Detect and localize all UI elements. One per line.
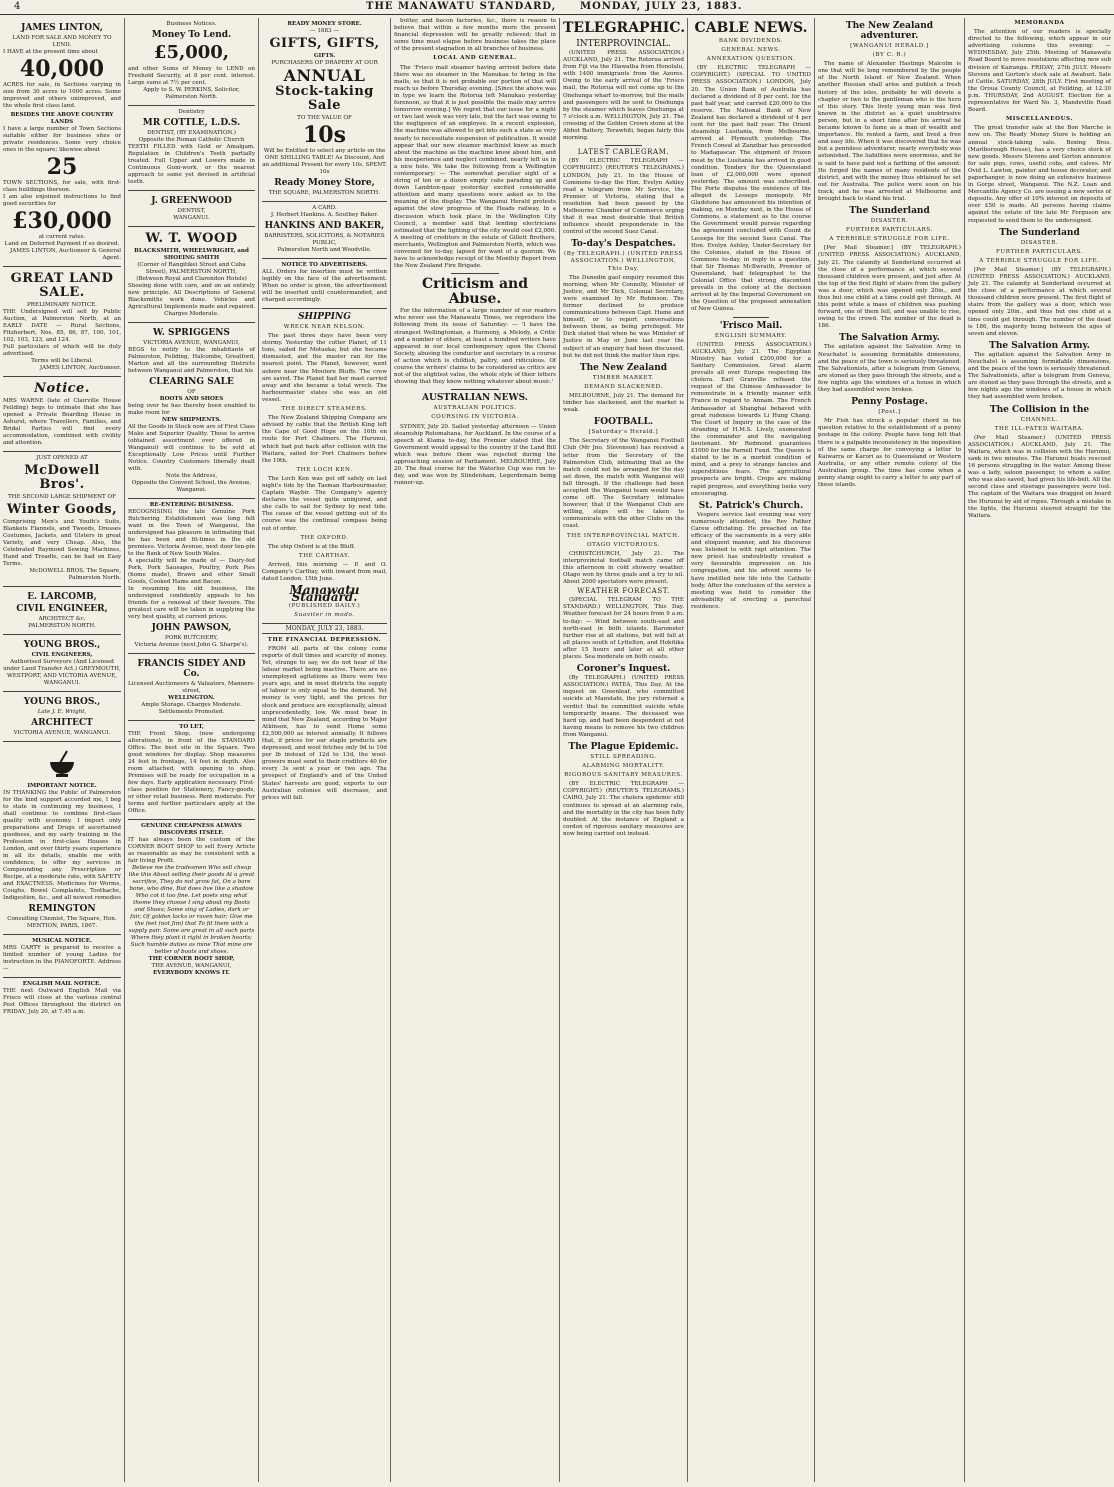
wood-charges: Charges Moderate. — [164, 311, 219, 317]
australian-sub: AUSTRALIAN POLITICS. — [433, 405, 517, 412]
patrick-heading: St. Patrick's Church. — [698, 500, 804, 511]
reentering-title: RE-ENTERING BUSINESS. — [149, 502, 234, 508]
linton-sub: LAND FOR SALE AND MONEY TO LEND. — [12, 35, 112, 48]
penny-body: Mr Fish has struck a popular chord in his question relative to the establishment of a penny postage in the colony. People have long felt that there is a palpable inconsistency in the imposition of the same charge for conveying a letter to Kaiwarra or Karori as to Queensland or Western Australia, or any other remote colony of the Australian group. The time has come when a penny stamp ought to carry a letter to any part of these islands. — [818, 418, 961, 489]
money-text: I am also enjoined instructions to find good securities for — [3, 194, 121, 207]
speciality: A speciality will be made of — Dairy-fed Pork, Pork Sausages, Poultry, Pork Pies (home made), Brawn and other Small Goods, Cooked Hams and Bacon. — [128, 558, 255, 585]
money-figure: £30,000 — [12, 208, 112, 234]
rms-title: READY MONEY STORE. — [287, 21, 362, 27]
card: A CARD. — [312, 205, 337, 211]
ready-money-store-ad — [262, 18, 387, 202]
wood-title: W. T. WOOD — [145, 231, 238, 246]
sunderland-sub2: FURTHER PARTICULARS. — [845, 227, 934, 234]
rms2-title: Ready Money Store, — [274, 178, 375, 188]
sunderland-sub: DISASTER. — [870, 218, 909, 225]
advertisers-notice — [262, 259, 387, 309]
shipping-heading: SHIPPING — [298, 312, 351, 322]
sidey-title: FRANCIS SIDEY AND Co. — [137, 659, 246, 679]
plague-heading: The Plague Epidemic. — [568, 741, 679, 752]
annual: ANNUAL — [283, 66, 366, 85]
sunderland-sub3: A TERRIBLE STRUGGLE FOR LIFE. — [829, 236, 950, 243]
larcomb-title: E. LARCOMB, — [27, 592, 97, 602]
clearing-items: BOOTS AND SHOES — [159, 396, 224, 402]
cottle-title: MR COTTLE, L.D.S. — [142, 118, 241, 128]
interprovincial-heading: INTERPROVINCIAL. — [576, 39, 671, 49]
column-6 — [688, 18, 815, 1482]
sunderland-sub: DISASTER. — [1020, 239, 1059, 246]
weather-heading: WEATHER FORECAST. — [577, 587, 670, 596]
interprovincial-body: (UNITED PRESS ASSOCIATION.) AUCKLAND, July 21. The Rotorua arrived from Fiji via the Hiawatha from Honolulu, with 1400 immigrants from the Azores. Owing to the early arrival of the 'Frisco mail, the Rotorua will not come up to the Onehunga wharf to-morrow, but the mails and passengers will be sent to Onehunga by the steamer which leaves Onehunga at 7 o'clock a.m. WELLINGTON, July 21. The crossing of the Golden Crown stone at the Abbot Battery, Terawhiti, began fairly this morning. — [563, 50, 684, 142]
cottle-ad — [128, 106, 255, 191]
carthay-body: Arrived, this morning — P. and O. Company's Carthay, with inward from mail, dated London, 15th June. — [262, 561, 387, 583]
misc-heading: MISCELLANEOUS. — [1005, 116, 1074, 123]
mcd-body: Comprising Men's and Youth's Suits, Blankets Flannels, and Tweeds, Dresses Costumes, Jackets, and Ulsters in great Variety, and very Cheap. Also, the Celebrated Raymond Sewing Machines, Hand and Treadle, can be had on Easy Terms. — [3, 519, 121, 567]
column-4 — [391, 18, 560, 1482]
mail-notice-ad — [3, 978, 121, 1020]
adventurer-body: The name of Alexander Hastings Malcolm is one that will be long remembered by the people of the North Island of New Zealand. When another Russian shall arise and publish a fresh history of the isles, probably he will devote a chapter or two to the gentleman who is the hero of this story. This lively young man was first known in the district as a quiet unobtrusive person, but in a short time after his arrival he became known to fame as a man of wealth and importance. He rented a farm, and lived a free and easy life. When it was discovered that he was but a penniless adventurer, nearly everybody was astonished. The liabilities were enormous, and he is said to have paid not a farthing of the amount. He forged the names of many residents of the district, and with the money thus obtained he set out for Australia. The police were soon on his track, and he was arrested at Melbourne and brought back to stand his trial. — [818, 61, 961, 202]
column-1 — [0, 18, 125, 1482]
young1-title: YOUNG BROS., — [23, 640, 101, 650]
financial-continued: butter, and bacon factories, &c., there is reason to believe that within a few months more the present financial depression will be greatly relieved; that in some time must elapse before business takes the place of the present stagnation in all branches of business. — [394, 18, 556, 53]
acres-figure: 40,000 — [19, 56, 105, 82]
plague-sub3: RIGOROUS SANITARY MEASURES. — [564, 772, 683, 779]
sidey-sub: Licensed Auctioneers & Valuators, Manners-street, — [128, 681, 255, 694]
despatches-sub: (By TELEGRAPH.) (UNITED PRESS ASSOCIATION.) WELLINGTON, This Day. — [563, 251, 684, 272]
general-heading: GENERAL NEWS. — [721, 47, 781, 54]
dentist-pre: Dentistry — [178, 109, 205, 115]
card-names: J. Herbert Hankins. A. Southey Baker. — [270, 212, 379, 218]
country-lands: BESIDES THE ABOVE COUNTRY LANDS — [10, 112, 114, 125]
mcd-big: Winter Goods, — [6, 502, 118, 517]
money-apply: Apply to S. W. PERKINS, Solicitor, Palmerston North. — [143, 87, 240, 100]
adv-title: NOTICE TO ADVERTISERS. — [281, 262, 368, 268]
otago-body: CHRISTCHURCH, July 21. The interprovincial football match came off this afternoon in cold showery weather. Otago won by three goals and a try to nil. About 2000 spectators were present. — [563, 550, 684, 586]
local-heading: LOCAL AND GENERAL. — [433, 55, 517, 62]
wreck-heading: WRECK NEAR NELSON. — [283, 324, 366, 330]
adv-body: ALL Orders for insertion must be written legibly on the face of the advertisement. When no order is given, the advertisement will be inserted until countermanded, and charged accordingly. — [262, 269, 387, 303]
australian-body: SYDNEY, July 20. Sailed yesterday afternoon — Union steamship Rotomahana, for Auckland. In the course of a speech at Kiama to-day, the Premier stated that the Government would appeal to the country if the Land Bill which was before them was rejected during the approaching session of Parliament. MELBOURNE, July 20. The final course for the Waterloo Cup was run to-day, and was won by Slindenham, Legerdemain being runner-up. — [394, 423, 556, 487]
australian-sub2: COURSING IN VICTORIA. — [431, 414, 519, 421]
genuine-body: IT has always been the custom of the CORNER BOOT SHOP to sell Every Article as reasonable as may be consistent with a fair living Profit. — [128, 837, 255, 864]
important-body: IN THANKING the Public of Palmerston for the kind support accorded me, I beg to state in continuing my business, I shall continue to combine first-class quality with economy. I import only preparations and Drugs of ascertained goodness, and my early training in the Profession in first-class Houses in London, and over thirty years experience in all its details, enable me with confidence, to offer my services in Compounding any Prescription or Recipe, at a moderate rate, with SAFETY and EXACTNESS. Medicines for Worms, Coughs, Bowel Complaints, Toothache, Indigestion, &c., and all newest remedies — [3, 790, 121, 901]
australian-heading: AUSTRALIAN NEWS. — [422, 393, 528, 404]
sunderland-sub2: FURTHER PARTICULARS. — [995, 248, 1084, 255]
chemist-ad — [3, 742, 121, 935]
gls-title: GREAT LAND SALE. — [10, 271, 114, 300]
wood-sub: BLACKSMITH, WHEELWRIGHT, and SHOEING SMITH — [134, 248, 249, 261]
coroner-body: (By TELEGRAPH.) (UNITED PRESS ASSOCIATION.) PATEA, This Day. At the inquest on Greenleaf, who committed suicide at Manutahi, the jury returned a verdict that he committed suicide while temporarily insane. The deceased was hard up, and had been despondent at not having means to remove his two children from Wanganui. — [563, 675, 684, 738]
value-10s: 10s — [302, 122, 346, 148]
perkins-money-ad — [128, 18, 255, 106]
sidey-ad — [128, 654, 255, 721]
greenwood-sub: DENTIST, — [177, 208, 206, 214]
football-body: The Secretary of the Wanganui Football Club (Mr Jno. Stevenson) has received a letter from the Secretary of the Palmerston Club, intimating that as the match could not be arranged for the day set down, the match with Wanganui will fall through. If the challenge had been accepted the Wanganui team would have come off. The Secretary intimates however, that if the Wanganui Club are willing, steps will be taken to communicate with the other Clubs on the coast. — [563, 438, 684, 530]
criticism-heading: Criticism and Abuse. — [421, 276, 529, 308]
mcd-sub: THE SECOND LARGE SHIPMENT OF — [7, 494, 117, 500]
weather-body: (SPECIAL TELEGRAM TO THE STANDARD.) WELLINGTON, This Day. Weather forecast for 24 hours from 9 a.m. to-day: — Wind between south-east and north-east in both islands. Barometer further rise at all stations, but will fall at all places south of Lyttelton, and Hokitika after 15 hours and later at all other places. Sea moderate on both coasts. — [563, 597, 684, 661]
plague-sub: STILL SPREADING. — [590, 753, 657, 760]
country-body: I have a large number of Town Sections suitable either for business sites or private residences. Some very choice ones in the square; likewise about — [3, 126, 121, 153]
paper-nameplate: Manawatu Standard. — [289, 583, 360, 605]
penny-sub: [Post.] — [878, 409, 901, 416]
money-rate: at current rates. — [38, 234, 86, 240]
rms2-sub: THE SQUARE, PALMERSTON NORTH. — [268, 190, 381, 196]
divider — [451, 389, 500, 390]
town-figure: 25 — [46, 154, 78, 180]
musical-ad — [3, 935, 121, 978]
genuine-title: GENUINE CHEAPNESS ALWAYS DISCOVERS ITSELF. — [141, 823, 242, 836]
mcd-sign: McDOWELL BROS, The Square, Palmerston North. — [29, 568, 121, 581]
clearing-title: CLEARING SALE — [149, 377, 234, 387]
pawson-sub: PORK BUTCHERY, — [164, 635, 219, 641]
resume: In resuming his old business, the undersigned confidently appeals to his friends for a renewal of their favours. The greatest care will be taken in supplying the very best quality, at current prices. — [128, 586, 255, 620]
remington-sub: Consulting Chemist, The Square, Hon. MENTION, PARIS, 1867. — [7, 916, 117, 929]
pawson-addr: Victoria Avenue (next John G. Sharpe's). — [134, 642, 249, 648]
musical-title: MUSICAL NOTICE. — [32, 938, 92, 944]
linton-sign: JAMES LINTON, Auctioneer & General Agent. — [9, 248, 121, 261]
football-sub: [Saturday's Herald.] — [588, 429, 659, 436]
masthead — [0, 0, 1114, 15]
carthay-heading: THE CARTHAY. — [298, 552, 351, 559]
lochken-heading: THE LOCH KEN. — [296, 466, 353, 473]
football-heading: FOOTBALL. — [593, 417, 654, 428]
hb-sub: BARRISTERS, SOLICITORS, & NOTARIES PUBLIC, — [264, 233, 385, 246]
stock-taking: Stock-taking Sale — [275, 84, 374, 113]
clearing-sub: OF — [187, 389, 196, 395]
collision-sub: CHANNEL. — [1020, 416, 1059, 423]
young2-title: YOUNG BROS., — [23, 697, 101, 707]
adventurer-sub: [WANGANUI HERALD.] — [850, 43, 929, 49]
hb-loc: Palmerston North and Woodville. — [277, 247, 372, 253]
direct-steamers-heading: THE DIRECT STEAMERS. — [281, 406, 368, 413]
divider — [733, 317, 769, 318]
divider — [451, 273, 500, 274]
young-bros-engineers-ad — [3, 635, 121, 692]
column-7 — [815, 18, 965, 1482]
sunderland-body: [Per Mail Steamer.] (BY TELEGRAPH.) (UNITED PRESS ASSOCIATION.) AUCKLAND, July 21. The calamity at Sunderland occurred at the close of a performance at which several thousand children were present. The first flight of stairs from the gallery was a door, which was opened only 20in., and thus but one child at a time could get through. The number of the dead is 186, the majority being between the ages of seven and eleven. — [968, 266, 1111, 337]
corner-title: THE CORNER BOOT SHOP, — [148, 956, 235, 962]
young1-sub: CIVIL ENGINEERS, — [31, 652, 93, 658]
plague-body: (BY ELECTRIC TELEGRAPH — COPYRIGHT.) (REUTER'S TELEGRAMS.) CAIRO, July 21. The cholera epidemic still continues to spread at an alarming rate, and the mortality in the city has been fully doubled. At the instance of England a cordon of rigorous sanitary measures are now being carried out instead. — [563, 781, 684, 837]
gls-sub: PRELIMINARY NOTICE. — [27, 302, 97, 308]
shipments-body: All the Goods in Stock now are of First Class Make and Superior Quality. Those to arrive (obtained assortment over offered in Wanganui) will continue to be sold at Exceptionally Low Prices until Further Notice. Country Customers liberally dealt with. — [128, 424, 255, 472]
sunderland-heading: The Sunderland — [999, 227, 1080, 238]
memoranda-heading: MEMORANDA — [1014, 20, 1065, 26]
paper-issue-date: MONDAY, JULY 23, 1883. — [262, 623, 387, 634]
important-title: IMPORTANT NOTICE. — [27, 783, 97, 789]
acres-text: ACRES for sale, in Sections varying in size from 30 acres to 1000 acres. Some improved and others unimproved, and the whole first class land. — [3, 82, 121, 109]
young-bros-architect-ad — [3, 692, 121, 742]
memoranda-body: The attention of our readers is specially directed to the following, which appear in our advertising columns this evening: — WEDNESDAY, July 25th. Meeting of Manawatu Road Board to move resolutions affecting new sub division of Kairanga. FRIDAY, 27th JULY. Messrs Stevens and Gorton's stock sale at Awahuri. Sale of Cattle. SATURDAY, 28th JULY. First meeting of the Oroua County Council, at Feilding, at 12.30 p.m. THURSDAY, 2nd AUGUST. Election for a representative for Ward No. 3, Mandeville Road Board. — [968, 29, 1111, 114]
otago-heading: OTAGO VICTORIOUS. — [586, 541, 661, 548]
young2-loc: VICTORIA AVENUE, WANGANUI. — [13, 730, 111, 736]
gifts-line-2: GIFTS. — [313, 53, 336, 59]
tolet-title: TO LET, — [179, 724, 204, 730]
salvation-body: The agitation against the Salvation Army in Neuchatel is assuming formidable dimensions, and the peace of the town is seriously threatened. The Salvationists, after a telegram from Geneva, are stoned as they pass through the streets, and a few nights ago the windows of a house in which they had assembled were broken. — [818, 344, 961, 394]
entitled: Will be Entitled to select any article on the ONE SHILLING TABLE! As Discount, And an additional Present for every 10s. SPENT. 10s — [262, 148, 387, 175]
purchasers: PURCHASERS OF DRAPERY AT OUR — [271, 60, 378, 66]
timber-heading: The New Zealand — [579, 362, 668, 373]
oxford-body: The ship Oxford is at the Bluff. — [268, 543, 356, 550]
corner-slogan: EVERYBODY KNOWS IT. — [153, 970, 230, 976]
gls-particulars: Full particulars of which will be duly advertised. — [3, 344, 121, 357]
gls-terms: Terms will be Liberal. — [31, 358, 93, 364]
young2-sub: Late J. E. Wright, — [37, 709, 87, 715]
mcdowell-ad — [3, 452, 121, 587]
patrick-body: Vespers service last evening was very numerously attended, the Rev Father Carew officiating. He preached on the efficacy of the sacraments in a very able and eloquent manner, and his discourse was listened to with rapt attention. The new priest has undoubtedly created a very favourable impression on his congregation, and his advent seems to have instilled new life into the Catholic body. After the conclusion of the service a meeting was held to consider the advisability of erecting a parochial residence. — [691, 511, 811, 610]
cottle-body: TEETH FILLED with Gold or Amalgam. Regulation in Children's Teeth partially treated. Full Upper and Lowers made in Continuous Gum-work, or the nearest approach to same yet devised in artificial teeth. — [128, 144, 255, 185]
financial-heading: THE FINANCIAL DEPRESSION. — [267, 636, 382, 643]
paper-published: (PUBLISHED DAILY.) — [288, 603, 361, 610]
inter-match-heading: THE INTERPROVINCIAL MATCH. — [567, 532, 680, 539]
notice-body: MRS WARNE (late of Clairville House Feilding) begs to intimate that she has opened a Private Boarding House in Ashurst, where Travellers, Families, and Bridal Parties will find every accommodation, combined with civility and attention. — [3, 398, 121, 446]
mail-body: THE next Outward English Mail via Frisco will close at the various central Post Offices throughout the district on FRIDAY, July 20, at 7.45 a.m. — [3, 988, 121, 1015]
paper-date: MONDAY, JULY 23, 1883. — [580, 1, 743, 12]
column-3 — [259, 18, 391, 1482]
money-body: and other Sums of Money to LEND on Freehold Security, at 8 per cent. interest. Large sums at 7½ per cent. — [128, 66, 255, 86]
pawson-ad — [128, 499, 255, 654]
misc-body: The great transfer sale at the Bon Marche is now on. The Ready Money Store is holding an annual stock-taking sale. Boxing Bros. (Marlborough House), has a very choice stock of new goods. Messrs Stevens and Gorton announce for sale pigs, cows, useful cobs, and calves. Mr Ovid L. Lawton, painter and house decorator, and paperhanger, is now doing an extensive business in Gorge street, Wanganui. The N.Z. Loan and Mercantile Agency Co. are issuing a new series of deposits. Any offer of 10% interest on deposits of over £50 is made. All persons having claims against the estate of the late Mr Ferguson are requested to send them to the undersigned. — [968, 125, 1111, 224]
money-title: Money To Lend. — [151, 30, 232, 40]
corner-boot-ad — [128, 820, 255, 981]
clearing-body: being over he has thereby been enabled to make room for — [128, 403, 255, 416]
larcomb-sub: CIVIL ENGINEER, — [16, 604, 108, 614]
timber-sub2: DEMAND SLACKENED. — [584, 383, 663, 390]
greenwood-ad — [128, 191, 255, 227]
sidey-storage: Ample Storage. Charges Moderate. — [141, 702, 242, 708]
cottle-sub: DENTIST, (BY EXAMINATION.) — [147, 130, 236, 136]
larcomb-loc: PALMERSTON NORTH. — [28, 623, 96, 629]
timber-body: MELBOURNE, July 21. The demand for timber has slackened, and the market is weak. — [563, 392, 684, 414]
salvation-body: The agitation against the Salvation Army in Neuchatel is assuming formidable dimensions, and the peace of the town is seriously threatened. The Salvationists, after a telegram from Geneva, are stoned as they pass through the streets, and a few nights ago the windows of a house in which they had assembled were broken. — [968, 351, 1111, 401]
reentering-body: RECOGNISING the late Genuine Pork Butchering Establishment was long felt want in the Town of Wanganui, the undersigned has pleasure in intimating that he has been and fit-times in the old premises. Victoria Avenue, next door ten-pin to the Bank of New South Wales. — [128, 509, 255, 557]
spriggens-ad — [128, 323, 255, 499]
cottle-addr: Opposite the Roman Catholic Church — [138, 137, 245, 143]
lochken-body: The Loch Ken was got off safely on last night's tide by the Tasman Harbourmaster, Captain Waybir. The Company's agency declares the vessel quite uninjured, and she calls to sail for Sydney by next tide. The cause of the vessel getting out of its course was the continual compass being out of order. — [262, 475, 387, 532]
money-pre: Business Notices. — [166, 21, 217, 27]
great-land-sale-ad — [3, 267, 121, 377]
mail-title: ENGLISH MAIL NOTICE. — [22, 981, 102, 987]
spriggens-sub: VICTORIA AVENUE, WANGANUI, — [143, 340, 240, 346]
cable-news-body: (BY ELECTRIC TELEGRAPH — COPYRIGHT.) (SPECIAL TO UNITED PRESS ASSOCIATION.) LONDON, July 20. The Union Bank of Australia has declared a dividend of 8 per cent. for the past half year, and carried £20,000 to the reserve. The National Bank of New Zealand has declared a dividend of 4 per cent for the past half year. The Orient steamship Lusitania, from Melbourne, arrived at Plymouth yesterday. The French Consul at Zanzibar has proceeded to Madagascar. The shipment of frozen meat by the Lusitania has arrived in good condition. Tenders for the Queensland loan of £2,000,000 were opened yesterday. The amount was subscribed. The Porte disputes the existence of the alleged de Lesseps monopoly. Mr Gladstone has announced his intention of making, on Monday next, in the House of Commons, a statement as to the course the Government would pursue regarding the agreement concluded with Count de Lesseps for the second Suez Canal. The Hon. Evelyn Ashley, Under-Secretary for the Colonies, stated in the House of Commons to-day, in reply to a question, that Sir Thomas McIlwraith, Premier of Queensland, had telegraphed to the Colonial Office that strong discontent prevails in the colony at the decision arrived at by the Imperial Government on the Question of the proposed annexation of New Guinea. — [691, 65, 811, 313]
timber-sub: TIMBER MARKET. — [592, 374, 655, 381]
sunderland-body: [Per Mail Steamer.] (BY TELEGRAPH.) (UNITED PRESS ASSOCIATION.) AUCKLAND, July 21. The calamity at Sunderland occurred at the close of a performance at which several thousand children were present, and just after. At the top of the first flight of stairs from the gallery was a door, which was opened only 20in., and thus but one child at a time could get through. At this point while a mass of children was pushing forward, one of them fell, and was unable to rise, owing to the crowd. The number of the dead is 186. — [818, 245, 961, 330]
steamers-body: The New Zealand Shipping Company are advised by cable that the British King left the Cape of Good Hope on the 16th en route for Port Chalmers. The Hurunui, which had put back after collision with the Waitara, sailed for Port Chalmers before the 19th. — [262, 415, 387, 464]
divider — [605, 145, 641, 146]
cablegram-body: (BY ELECTRIC TELEGRAPH — COPYRIGHT.) (REUTER'S TELEGRAMS.) LONDON, July 21. In the House of Commons to-day the Hon. Evelyn Ashley read a telegram from Mr Service, the Premier of Victoria, stating that a resolution had been passed by the Melbourne Chamber of Commerce urging that it was most desirable that British influence should preponderate in the control of the second Suez Canal. — [563, 158, 684, 236]
gifts-line-1: GIFTS, GIFTS, — [269, 36, 380, 51]
telegraphic-heading: TELEGRAPHIC. — [563, 20, 686, 36]
spriggens-body: BEGS to notify to the inhabitants of Palmerston, Feilding, Halcombe, Greatford, Marton and all the surrounding Districts between Wanganui and Palmerston, that his — [128, 347, 255, 374]
larcomb-ad — [3, 587, 121, 635]
linton-title: JAMES LINTON, — [21, 23, 103, 33]
freehold: Land on Deferred Payment if so desired. — [4, 241, 120, 247]
collision-heading: The Collision in the — [989, 404, 1090, 415]
money-figure: £5,000, — [153, 42, 230, 63]
pawson-title: JOHN PAWSON, — [151, 623, 232, 633]
criticism-body: For the information of a large number of our readers who never see the Manawatu Times, we reproduce the following from its issue of Saturday: — 'I have the strangest Wellingtonian, a Harmony, a Melody, a Critic and a number of others, at least a hundred writers have appeared in our local contemporary upon the Choral Society, abusing the conductor and secretary in a course of action which is childish, paltry, and ridiculous. Of course the writers' claims to be considered as critics are not of the slightest value, the whole style of their letters showing that they know nothing whatever about music.' — [394, 308, 556, 386]
mcd-pre: JUST OPENED AT — [36, 455, 88, 461]
frisco-sub: ENGLISH SUMMARY. — [714, 332, 788, 339]
mortar-pestle-icon — [45, 749, 79, 779]
column-8 — [965, 18, 1114, 1482]
new-shipments: NEW SHIPMENTS. — [161, 417, 222, 423]
frisco-body: (UNITED PRESS ASSOCIATION.) AUCKLAND, July 21. The Egyptian Ministry has voted £200,000 for a Sanitary Commission. Great alarm prevails all over Europe respecting the cholera. Earl Granville refused the request of the Chinese Ambassador to remonstrate in a friendly manner with France in regard to Annam. The French Ambassador at Shanghai behaved with great rudeness towards Li Hung Chang. The Court of Inquiry in the case of the stranding of H.M.S. Lively, exonerated the commander and the navigating lieutenant. Mr Redmond guarantees £1000 for the Parnell Fund. The Queen is stated to be in a morbid condition of mind, and a prey to strange fancies and superstitious fears. The agricultural prospects are bright. Crops are making rapid progress, and everything looks very encouraging. — [691, 341, 811, 497]
linton-body: I HAVE at the present time about — [3, 49, 98, 55]
salvation-heading: The Salvation Army. — [839, 333, 940, 344]
wood-body: Shoeing done with care, and on an entirely new principle. All Descriptions of General Blacksmiths work done. Vehicles and Agricultural Implements made and repaired. — [128, 283, 255, 310]
column-5 — [560, 18, 688, 1482]
warne-notice-ad — [3, 377, 121, 452]
gls-sign: JAMES LINTON, Auctioneer. — [39, 365, 121, 371]
sunderland-heading: The Sunderland — [849, 206, 930, 217]
cablegram-heading: LATEST CABLEGRAM. — [577, 148, 670, 157]
young1-body: Authorised Surveyors (And Licensed under Land Transfer Act.) GREYMOUTH, WESTPORT, AND VICTORIA AVENUE, WANGANUI. — [3, 659, 121, 686]
coroner-heading: Coroner's Inquest. — [576, 664, 671, 675]
remington-title: REMINGTON — [28, 904, 96, 914]
cable-news-heading: CABLE NEWS. — [694, 20, 808, 36]
local-body: The 'Frisco mail steamer having arrived before date there was no steamer in the Manukau to bring in the mails, so that it is not probable our portion of that will reach us before Thursday evening. [Since the above was in type we learn the Rotorua left Manukau yesterday forenoon, so that it is just possible the mails may arrive tomorrow evening.] We regret that our issue for a night or two last week was very late, but the fact was owing to the negligence of an employee. In a recent explosion, the machine was allowed to get into such a state as very nearly to necessitate suspension of publication. It would appear that our new steamer machinist knew as much about the machine as the machine knew about him, and his inexperience and neglect combined, nearly left us in a nice hole. We take the following from a Wellington contemporary: — The somewhat peculiar sight of a string of ten or a dozen empty cabs parading up and down Lambton-quay yesterday excited considerable attention and many questions were asked as to the meaning of the display. The Wanganui Herald protests against the slow progress of the Heads railway. In a discussion which took place in the Wellington City Council, a member said that lending electricians estimated that the lighting of the city would cost £2,000. A meeting of creditors in the estate of Gillett Brothers, merchants, Wellington and Palmerston North, which was convened for to-day, lapsed for want of a quorum. We have to acknowledge receipt of the Monthly Report from the New Zealand Fire Brigade. — [394, 64, 556, 270]
frisco-heading: 'Frisco Mail. — [719, 320, 783, 331]
adventurer-by: (BY C. R.) — [872, 52, 907, 59]
paper-title: THE MANAWATU STANDARD, — [366, 1, 557, 12]
value-of: TO THE VALUE OF — [297, 115, 352, 121]
wood-ad — [128, 227, 255, 323]
hb-title: HANKINS AND BAKER, — [264, 221, 385, 231]
to-let-ad — [128, 721, 255, 820]
gls-body: THE Undersigned will sell by Public Auction, at Palmerston North, at an EARLY DATE — Rural Sections, Fitzherbert, Nos. 85, 86, 87, 100, 101, 102, 103, 123, and 124. — [3, 309, 121, 343]
adventurer-heading: The New Zealand adventurer. — [845, 21, 934, 41]
penny-heading: Penny Postage. — [851, 397, 928, 408]
spriggens-title: W. SPRIGGENS — [153, 328, 230, 338]
despatches-body: The Dunedin gaol enquiry resumed this morning, when Mr Connolly, Minister of Justice, and Mr Dick, Colonial Secretary, were examined by Mr Robinson. The former declined to produce communications between Capt. Hume and himself, or to report conversations between them, as being privileged. Mr Dick stated that when he was Minister of Justice in May or June last year the subject of an enquiry had been discussed, but he did not think the matter then ripe. — [563, 274, 684, 359]
note-address: Note the Address, — [165, 473, 218, 479]
collision-sub2: THE ILL-FATED WAITARA. — [994, 425, 1085, 432]
wreck-body: The past three days have been very stormy. Yesterday the cutter Planet, of 11 tons, sailed for Motueka; but she became dismasted, and the master ran for the nearest point. The Planet, however, went ashore near the Moutere Bluffs. The crew are saved. The Planet had her mast carried away and she became a total wreck. The harbourmaster states she was an old vessel. — [262, 333, 387, 403]
rms-sub: — 1883 — — [310, 28, 339, 34]
young2-arch: ARCHITECT — [31, 718, 93, 728]
mcd-title: McDowell Bros'. — [24, 463, 100, 492]
hankins-baker-ad — [262, 202, 387, 259]
financial-body: FROM all parts of the colony come reports of dull times and scarcity of money. Yet, strange to say, we do not hear of the labour market being inactive. There are no unemployed agitations as there were two years ago, and in most districts the supply of labour is only equal to the demand. Yet money is very tight, and the prices for stock and produce are exceptionally, almost unprecedentedly, low. We must bear in mind that New Zealand, according to Major Atkinson, has to send Home some £2,500,000 as interest annually. It follows that, if prices for our staple products are depressed, and wool fetches only 9d to 10d per lb instead of 12d to 13d, the wool-growers must send to their creditors 40 for every 3s sent a year or two ago. The prospect of England's and of the United States' harvests are good, exports to our Australian colonies will decrease, and prices will fall. — [262, 645, 387, 801]
address-body: Opposite the Convent School, the Avenue, Wanganui. — [131, 480, 252, 493]
bank-heading: BANK DIVIDENDS. — [718, 38, 784, 44]
larcomb-arch: ARCHITECT &c. — [38, 616, 86, 622]
page-number: 4 — [14, 1, 22, 12]
town-text: TOWN SECTIONS, for sale, with first-class buildings thereon. — [3, 180, 121, 193]
notice-title: Notice. — [34, 381, 90, 396]
salvation-heading: The Salvation Army. — [989, 340, 1090, 351]
greenwood-loc: WANGANUI. — [173, 215, 210, 221]
sunderland-sub3: A TERRIBLE STRUGGLE FOR LIFE. — [979, 257, 1100, 264]
greenwood-title: J. GREENWOOD — [151, 196, 232, 206]
sidey-sect: Settlements Promoted. — [158, 709, 225, 715]
musical-body: MRS CARTY is prepared to receive a limited number of young Ladies for instruction in the PIANOFORTE. Address — — [3, 945, 121, 972]
plague-sub2: ALARMING MORTALITY. — [582, 763, 665, 770]
sidey-loc: WELLINGTON. — [168, 695, 215, 701]
collision-body: (Per Mail Steamer.) (UNITED PRESS ASSOCIATION.) AUCKLAND, July 21. The Waitara, which was in collision with the Hurunui, sank in two minutes. The Hurunui boats rescued 16 persons struggling in the water. Among these was a lady, saloon passenger, to whom a sailor, who was also saved, had given his life-belt. All the second class and steerage passengers were lost. The captain of the Waitara was dragged on board the Hurunui by aid of ropes. Through a mistake in the lights, the Hurunui steered straight for the Waitara. — [968, 434, 1111, 519]
tolet-body: THE Front Shop, (now undergoing alterations), in front of the STANDARD Office. The best site in the Square. Two good windows for display. Shop measures 24 feet in frontage, 14 feet in depth. Also room attached, with opening to shop. Premises will be ready for occupation in a few days. Early application necessary. First-class position for Stationery, Fancy-goods, or other retail business. Rent moderate. For terms and further particulars apply at the Office. — [128, 731, 255, 814]
boot-poem: Believe me the tradesmen Who sell cheap like this About selling their goods At a great sacrifice, They do not grow fat, On a bare bone, who dine, But does live like a shadow Who cot it too fine. Let poets sing what theme they choose I sing about my Boots and Shoes; Some sing of Ladies, dark or fair, Of golden locks or raven hair; Give me the feet (not Jim) that To fit them with a supply pair. Some are great in all such parts Where they plant it right in broken hearts; Such humble duties as mine That mine are better of boots and shoes. — [128, 865, 255, 955]
column-2 — [125, 18, 259, 1482]
oxford-heading: THE OXFORD. — [300, 534, 349, 541]
despatches-heading: To-day's Despatches. — [571, 239, 676, 250]
annexation-heading: ANNEXATION QUESTION. — [706, 56, 796, 63]
wood-addr: (Corner of Rangitikei Street and Cuba Street), PALMERSTON NORTH, — [137, 262, 246, 275]
corner-sub: THE AVENUE, WANGANUI, — [151, 963, 232, 969]
linton-ad — [3, 18, 121, 267]
wood-addr2: (Between Royal and Clarendon Hotels) — [136, 276, 247, 282]
paper-motto: Suaviter in modo. — [294, 612, 355, 619]
